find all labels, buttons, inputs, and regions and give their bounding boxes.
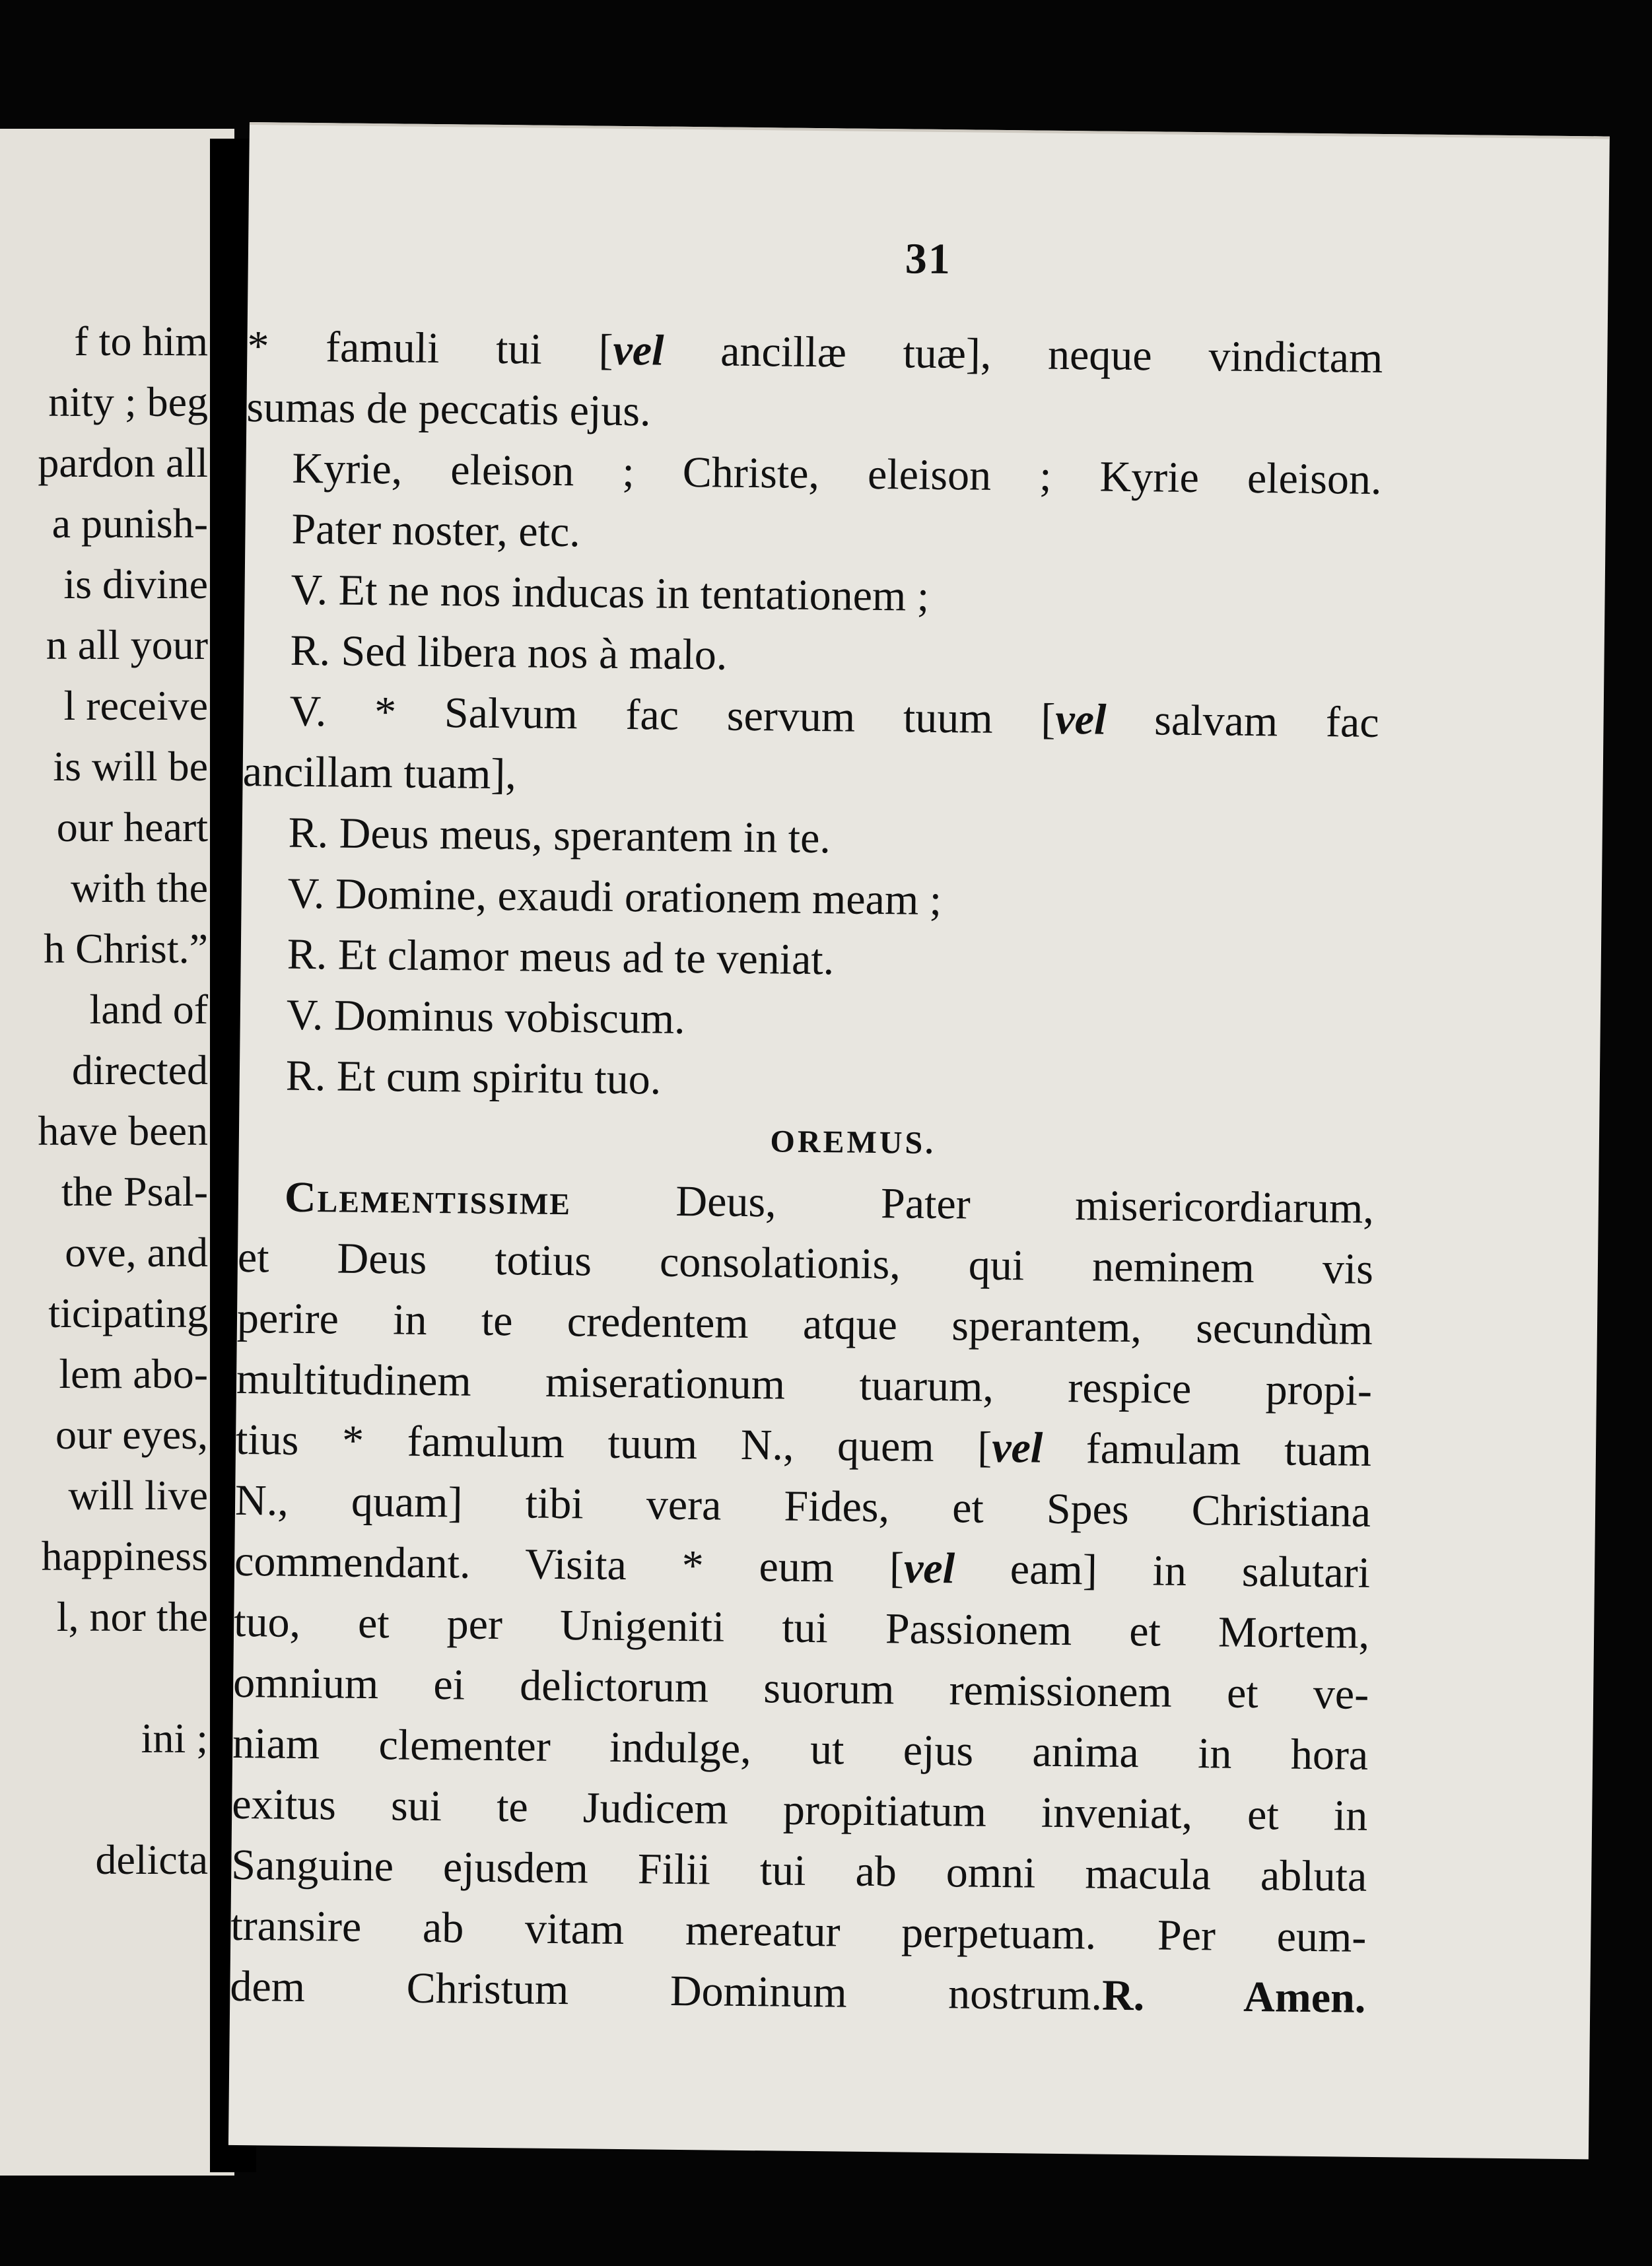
versicle-mark: V. — [291, 565, 328, 615]
left-page-line: f to him — [74, 318, 208, 364]
versicle-line: V. Et ne nos inducas in tentationem ; — [291, 565, 930, 621]
left-page-line: ove, and — [65, 1229, 208, 1276]
left-page-line: happiness — [41, 1532, 208, 1579]
versicle-mark: V. — [286, 990, 324, 1040]
left-page-line: h Christ.” — [44, 925, 208, 972]
response-mark: R. — [285, 1051, 326, 1101]
left-page-line: is will be — [53, 743, 208, 790]
response-line: R. Et clamor meus ad te veniat. — [287, 930, 835, 984]
text-line: tius * famulum tuum N., quem [vel famulam tuam — [235, 1415, 1372, 1476]
left-page-line: l, nor the — [56, 1593, 208, 1640]
left-page-line: our heart — [56, 804, 208, 850]
left-page-line: l receive — [63, 682, 208, 729]
text-line: et Deus totius consolationis, qui neminem vis — [237, 1233, 1374, 1293]
section-heading: OREMUS. — [770, 1124, 936, 1161]
text-line: commendant. Visita * eum [vel eam] in salutari — [234, 1536, 1371, 1597]
right-page — [228, 122, 1610, 2159]
left-page-line: delicta — [95, 1836, 208, 1883]
text-line: Kyrie, eleison ; Christe, eleison ; Kyrie eleison. — [292, 444, 1382, 504]
versicle-line: V. Dominus vobiscum. — [286, 990, 686, 1043]
versicle-mark: V. — [287, 869, 325, 918]
text-line: * famuli tui [vel ancillæ tuæ], neque vindictam — [247, 322, 1383, 382]
left-page-line: directed — [71, 1047, 208, 1093]
versicle-line: V. Domine, exaudi orationem meam ; — [287, 869, 942, 925]
text-line: transire ab vitam mereatur perpetuam. Per eum- — [230, 1901, 1367, 1962]
left-page-line: the Psal- — [61, 1168, 208, 1215]
versicle-mark: V. — [289, 687, 327, 736]
text-line: exitus sui te Judicem propitiatum inveniat, et in — [231, 1779, 1368, 1840]
drop-caps-word: Clementissime — [284, 1173, 572, 1225]
text-line: omnium ei delictorum suorum remissionem et ve- — [232, 1658, 1369, 1719]
left-page-line: will live — [68, 1472, 208, 1519]
text-line: multitudinem miserationum tuarum, respice propi- — [236, 1354, 1373, 1415]
left-page-line: ini ; — [141, 1715, 208, 1762]
text-line: Sanguine ejusdem Filii tui ab omni macula abluta — [230, 1840, 1367, 1901]
left-page-line: nity ; beg — [48, 378, 208, 425]
text-line: Pater noster, etc. — [291, 504, 581, 557]
text-line: dem Christum Dominum nostrum.R. Amen. — [230, 1962, 1366, 2022]
page-text — [230, 316, 1383, 2029]
left-page-line: a punish- — [52, 500, 208, 547]
left-page-line: with the — [71, 864, 208, 911]
page-number: 31 — [905, 234, 952, 284]
response-mark: R. — [290, 626, 331, 675]
text-line: N., quam] tibi vera Fides, et Spes Christiana — [234, 1476, 1371, 1536]
left-page-line: lem abo- — [59, 1350, 208, 1397]
versicle-line: V. * Salvum fac servum tuum [vel salvam fac — [289, 687, 1379, 747]
text-line: niam clementer indulge, ut ejus anima in hora — [232, 1719, 1369, 1779]
response-mark: R. — [288, 808, 329, 858]
response-line: R. Et cum spiritu tuo. — [285, 1051, 662, 1104]
left-page-fragment — [0, 129, 234, 2176]
text-line: sumas de peccatis ejus. — [246, 382, 651, 436]
response-line: R. Sed libera nos à malo. — [290, 626, 728, 679]
left-page-line: ticipating — [48, 1289, 208, 1336]
response-amen: R. Amen. — [1101, 1971, 1366, 2022]
response-mark: R. — [287, 930, 327, 979]
text-line: ancillam tuam], — [242, 747, 517, 799]
left-page-line: land of — [89, 986, 208, 1033]
left-page-line: our eyes, — [55, 1411, 208, 1458]
text-line: Clementissime Deus, Pater misericordiarum, — [284, 1173, 1375, 1233]
response-line: R. Deus meus, sperantem in te. — [288, 808, 831, 863]
text-line: perire in te credentem atque sperantem, secundùm — [236, 1293, 1373, 1354]
text-line: tuo, et per Unigeniti tui Passionem et Mortem, — [233, 1597, 1370, 1658]
left-page-line: have been — [38, 1107, 208, 1154]
left-page-line: pardon all — [38, 439, 208, 486]
left-page-line: is divine — [63, 561, 208, 607]
left-page-line: n all your — [46, 621, 208, 668]
